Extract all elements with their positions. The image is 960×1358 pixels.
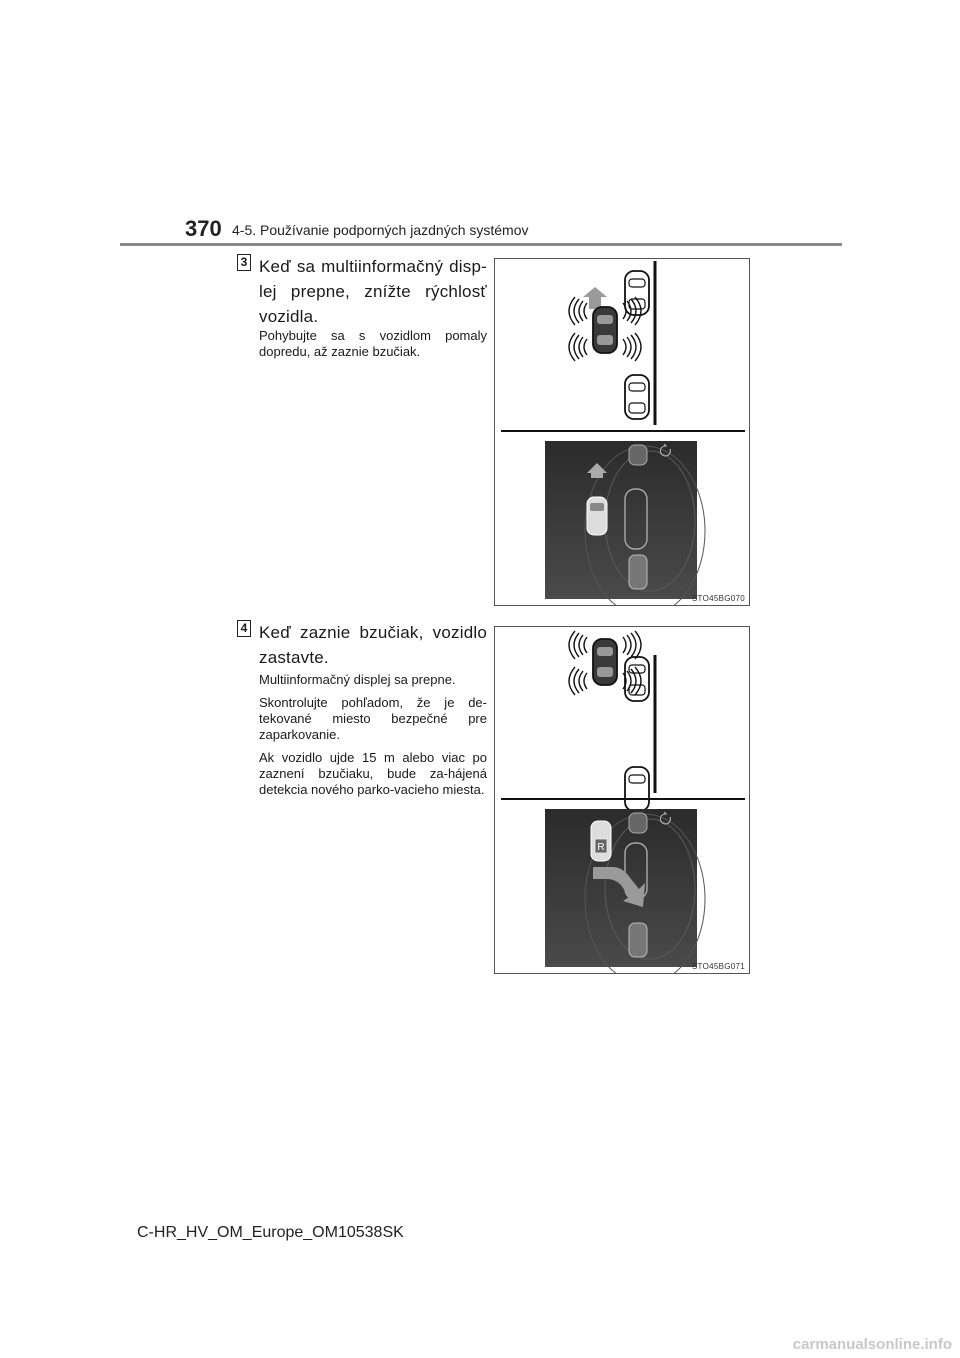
page-number: 370 [185, 216, 222, 241]
step-body-3 [259, 328, 487, 367]
parked-car-icon [625, 657, 649, 701]
step-badge-3: 3 [237, 254, 251, 271]
watermark: carmanualsonline.info [792, 1336, 952, 1353]
header-rule [120, 243, 842, 246]
multi-information-display [545, 441, 705, 605]
step-paragraph: Skontrolujte pohľadom, že je de-tekované miesto bezpečné pre zaparkovanie. [259, 695, 487, 742]
figure-code: STO45BG071 [691, 962, 745, 971]
document-code: C-HR_HV_OM_Europe_OM10538SK [137, 1224, 404, 1241]
figure-step-4 [494, 626, 750, 974]
parked-car-icon [625, 375, 649, 419]
own-car-icon [593, 307, 617, 353]
step-badge-4: 4 [237, 620, 251, 637]
step-heading-4: Keď zaznie bzučiak, vozidlo zastavte. [259, 623, 487, 667]
own-car-icon [593, 639, 617, 685]
step-body-4 [259, 672, 487, 805]
figure-step-3 [494, 258, 750, 606]
parked-car-icon [625, 767, 649, 811]
parked-car-icon [625, 271, 649, 315]
step-paragraph: Pohybujte sa s vozidlom pomaly dopredu, až zaznie bzučiak. [259, 328, 487, 359]
figure-code: STO45BG070 [691, 594, 745, 603]
parking-illustration-stop [495, 627, 749, 973]
step-heading-3: Keď sa multiinformačný disp-lej prepne, znížte rýchlosť vozidla. [259, 257, 487, 326]
reverse-gear-indicator: R [597, 842, 605, 853]
section-title: 4-5. Používanie podporných jazdných systémov [232, 222, 529, 238]
multi-information-display [545, 809, 705, 973]
step-paragraph: Multiinformačný displej sa prepne. [259, 672, 456, 687]
forward-arrow-icon [583, 287, 607, 309]
parking-illustration-forward [495, 259, 749, 605]
step-paragraph: Ak vozidlo ujde 15 m alebo viac po zaznení bzučiaku, bude za-hájená detekcia nového parko-vacieho miesta. [259, 750, 487, 797]
